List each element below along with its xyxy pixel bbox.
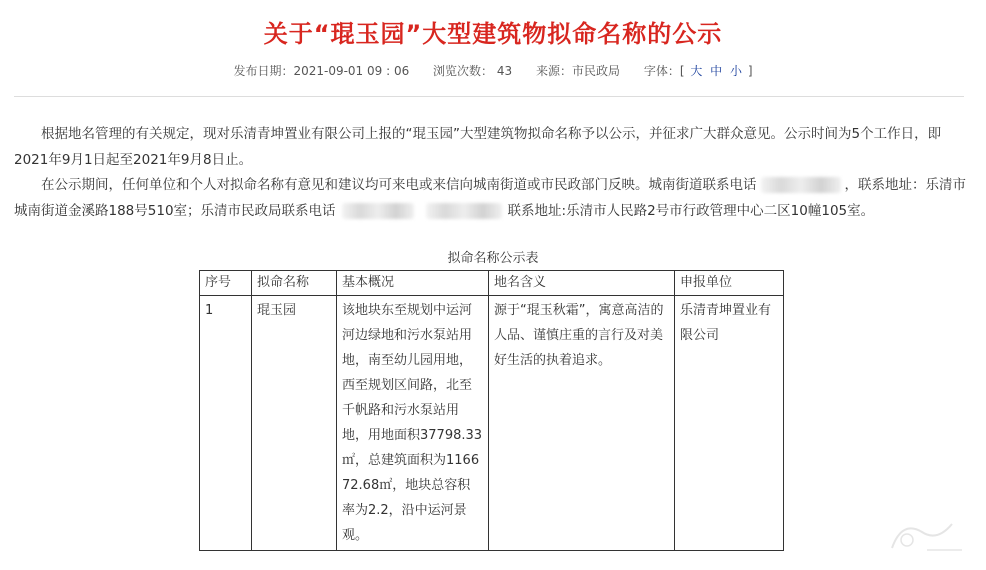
divider [14,96,964,97]
naming-table [199,270,784,551]
redacted-phone-3 [426,203,502,219]
header-meaning: 地名含义 [489,271,675,296]
row-name: 琨玉园 [252,296,337,551]
redacted-phone-2 [342,203,414,219]
paragraph-2-text-a: 在公示期间，任何单位和个人对拟命名称有意见和建议均可来电或来信向城南街道或市民政部门反映。城南街道联系电话 [41,177,757,193]
font-size-medium-link[interactable]: 中 [710,64,723,78]
logo-watermark-icon [882,510,972,560]
source: 来源：市民政局 [535,64,620,78]
header-index: 序号 [200,271,252,296]
view-count: 浏览次数： 43 [433,64,513,78]
font-size-large-link[interactable]: 大 [690,64,703,78]
font-close: ] [747,64,753,78]
row-applicant: 乐清青坤置业有限公司 [675,296,784,551]
table-caption: 拟命名称公示表 [447,251,539,266]
row-index: 1 [200,296,252,551]
publish-date: 发布日期：2021-09-01 09 : 06 [233,64,410,78]
font-size-selector [644,64,753,78]
table-header-row [200,271,784,296]
header-overview: 基本概况 [337,271,489,296]
table-row [200,296,784,551]
row-overview: 该地块东至规划中运河河边绿地和污水泵站用地，南至幼儿园用地，西至规划区间路，北至千帆路和污水泵站用地，用地面积37798.33㎡，总建筑面积为116672.68㎡，地块总容积率为2.2，沿中运河景观。 [337,296,489,551]
header-applicant: 申报单位 [675,271,784,296]
paragraph-2-text-b: ，联系地址：乐清市城南街道金溪路188号510室；乐清市民政局联系电话 [14,177,966,219]
paragraph-1 [14,121,968,173]
paragraph-2 [14,172,968,224]
paragraph-2-text-c: 联系地址:乐清市人民路2号市行政管理中心二区10幢105室。 [507,203,875,219]
font-size-small-link[interactable]: 小 [730,64,743,78]
header-name: 拟命名称 [252,271,337,296]
redacted-phone-1 [761,177,841,193]
paragraph-1-text: 根据地名管理的有关规定，现对乐清青坤置业有限公司上报的“琨玉园”大型建筑物拟命名称予以公示，并征求广大群众意见。公示时间为5个工作日，即2021年9月1日起至2021年9月8日止。 [14,126,942,168]
row-meaning: 源于“琨玉秋霜”，寓意高洁的人品、谨慎庄重的言行及对美好生活的执着追求。 [489,296,675,551]
font-label: 字体：[ [643,64,685,78]
page-title: 关于“琨玉园”大型建筑物拟命名称的公示 [263,20,723,48]
article-meta [0,62,986,79]
